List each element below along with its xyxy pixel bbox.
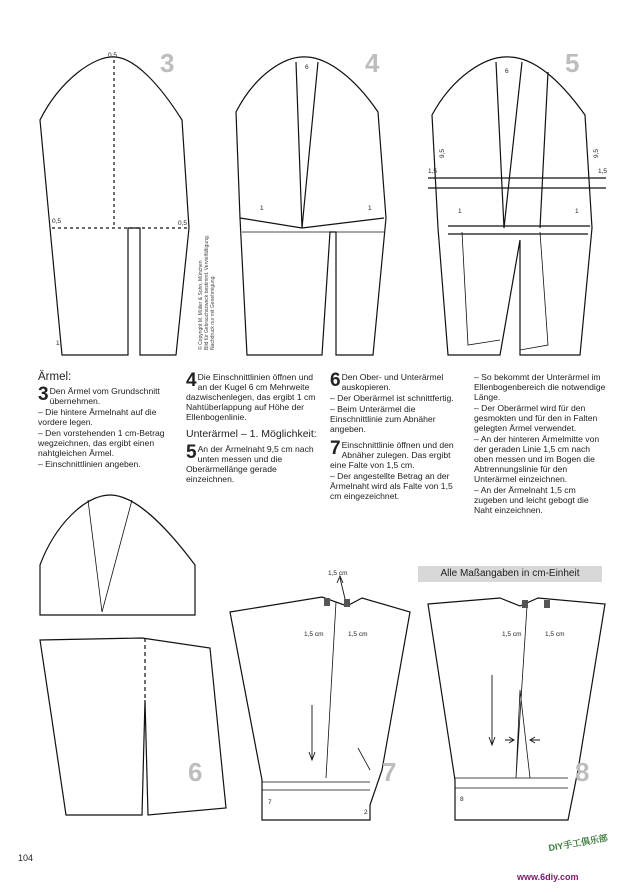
step7-bullet-1: – Der angestellte Betrag an der Ärmelnaht wird als Falte von 1,5 cm eingezeichnet. bbox=[330, 471, 453, 501]
step3-bullet-1: – Die hintere Ärmelnaht auf die vordere legen. bbox=[38, 407, 157, 427]
fig3-top-label: 0,5 bbox=[108, 52, 118, 59]
step-number-5: 5 bbox=[186, 442, 197, 463]
step6-bullet-2: – Beim Unterärmel die Einschnittlinie zum Abnäher angeben. bbox=[330, 404, 436, 434]
fig5-inner-sleeve bbox=[462, 232, 548, 350]
step3-bullet-3: – Einschnittlinien angeben. bbox=[38, 459, 141, 469]
fig7-left-label: 1,5 cm bbox=[304, 631, 324, 638]
fig3-left-label: 0,5 bbox=[52, 218, 62, 225]
section-heading: Ärmel: bbox=[38, 371, 72, 383]
fig4-top-label: 6 bbox=[305, 64, 309, 71]
fig5-top-label: 6 bbox=[505, 68, 509, 75]
fig7-seam-mark-left bbox=[324, 598, 330, 606]
fig8-bottom-label: 8 bbox=[460, 796, 464, 803]
figure-number-8: 8 bbox=[575, 757, 590, 787]
fig8-left-label: 1,5 cm bbox=[502, 631, 522, 638]
col4-bullet-1: – So bekommt der Unterärmel im Ellenbogenbereich die notwendige Länge. bbox=[474, 372, 606, 402]
fig8-seam-mark-left bbox=[522, 600, 528, 608]
fig4-sleeve-outline bbox=[236, 57, 386, 355]
fig5-left-15: 1,5 bbox=[428, 168, 438, 175]
step7-text: Einschnittlinie öffnen und den Abnäher zulegen. Das ergibt eine Falte von 1,5 cm. bbox=[330, 440, 454, 470]
fig8-seam-mark-right bbox=[544, 600, 550, 608]
copyright-note: © Copyright M. Müller & Sohn, München Bild für Gebrauchszweck bestimmt. Vervielfältigung, Nachdruck nur mit Genehmigung. bbox=[198, 234, 216, 350]
fig5-left-1: 1 bbox=[458, 208, 462, 215]
step3-bullet-2: – Den vorstehenden 1 cm-Betrag wegzeichnen, das ergibt einen nahtgleichen Ärmel. bbox=[38, 428, 165, 458]
step-number-3: 3 bbox=[38, 384, 49, 405]
text-column-2 bbox=[186, 372, 320, 485]
site-logo: DIY手工俱乐部 bbox=[547, 832, 609, 854]
step-number-6: 6 bbox=[330, 370, 341, 391]
fig7-top-label: 1,5 cm bbox=[328, 570, 348, 577]
fig5-left-95: 9,5 bbox=[439, 148, 447, 159]
fig3-bottom-label: 1 bbox=[56, 340, 60, 347]
step-number-4: 4 bbox=[186, 370, 197, 391]
fig8-arrows bbox=[489, 675, 540, 745]
text-column-1 bbox=[38, 372, 176, 470]
watermark-url: www.6diy.com bbox=[517, 872, 579, 882]
fig4-right-label: 1 bbox=[368, 205, 372, 212]
step6-text: Den Ober- und Unterärmel auskopieren. bbox=[341, 372, 444, 392]
figure-number-7: 7 bbox=[382, 757, 397, 787]
figure-number-5: 5 bbox=[565, 48, 580, 78]
fig5-right-95: 9,5 bbox=[593, 148, 601, 159]
figure-number-4: 4 bbox=[365, 48, 380, 78]
step3-text: Den Ärmel vom Grundschnitt übernehmen. bbox=[49, 386, 160, 406]
page-number: 104 bbox=[18, 853, 34, 863]
fig5-slash-lines bbox=[496, 62, 548, 228]
fig7-seam-mark-right bbox=[344, 599, 350, 607]
fig6-lower-sleeve bbox=[40, 638, 226, 815]
fig3-right-label: 0,5 bbox=[178, 220, 188, 227]
fig7-bottom-right-label: 2 bbox=[364, 809, 368, 816]
fig7-right-label: 1,5 cm bbox=[348, 631, 368, 638]
step5-text: An der Ärmelnaht 9,5 cm nach unten messen und die Oberärmellänge gerade einzeichnen. bbox=[186, 444, 314, 484]
figure-number-6: 6 bbox=[188, 757, 203, 787]
col4-bullet-4: – An der Ärmelnaht 1,5 cm zugeben und leicht gebogt die Naht einzeichnen. bbox=[474, 485, 589, 515]
fig5-right-1: 1 bbox=[575, 208, 579, 215]
units-banner: Alle Maßangaben in cm-Einheit bbox=[418, 566, 602, 582]
fig4-left-label: 1 bbox=[260, 205, 264, 212]
figure-number-3: 3 bbox=[160, 48, 175, 78]
step4-text: Die Einschnittlinien öffnen und an der Kugel 6 cm Mehrweite dazwischenlegen, das ergibt 1 cm Nahtüberlappung auf Höhe der Ellenbogenlinie. bbox=[186, 372, 316, 422]
col4-bullet-2: – Der Oberärmel wird für den gesmokten und für den in Falten gelegten Ärmel verwendet. bbox=[474, 403, 598, 433]
step6-bullet-1: – Der Oberärmel ist schnittfertig. bbox=[330, 393, 454, 403]
fig7-bottom-left-label: 7 bbox=[268, 799, 272, 806]
fig5-upper-line bbox=[428, 178, 606, 188]
fig5-right-15: 1,5 bbox=[598, 168, 608, 175]
col4-bullet-3: – An der hinteren Ärmelmitte von der geraden Linie 1,5 cm nach oben messen und im Bogen die Abtrennungslinie für den Unterärmel einzeichnen. bbox=[474, 434, 600, 484]
fig8-right-label: 1,5 cm bbox=[545, 631, 565, 638]
text-column-4 bbox=[474, 372, 606, 516]
subheading-unteraermel: Unterärmel – 1. Möglichkeit: bbox=[186, 428, 317, 440]
fig4-slash-lines bbox=[240, 62, 384, 228]
fig5-sleeve-outline bbox=[432, 57, 592, 355]
fig6-cap-lines bbox=[88, 500, 132, 612]
step-number-7: 7 bbox=[330, 438, 341, 459]
text-column-3 bbox=[330, 372, 464, 502]
fig5-lower-line bbox=[448, 226, 590, 234]
